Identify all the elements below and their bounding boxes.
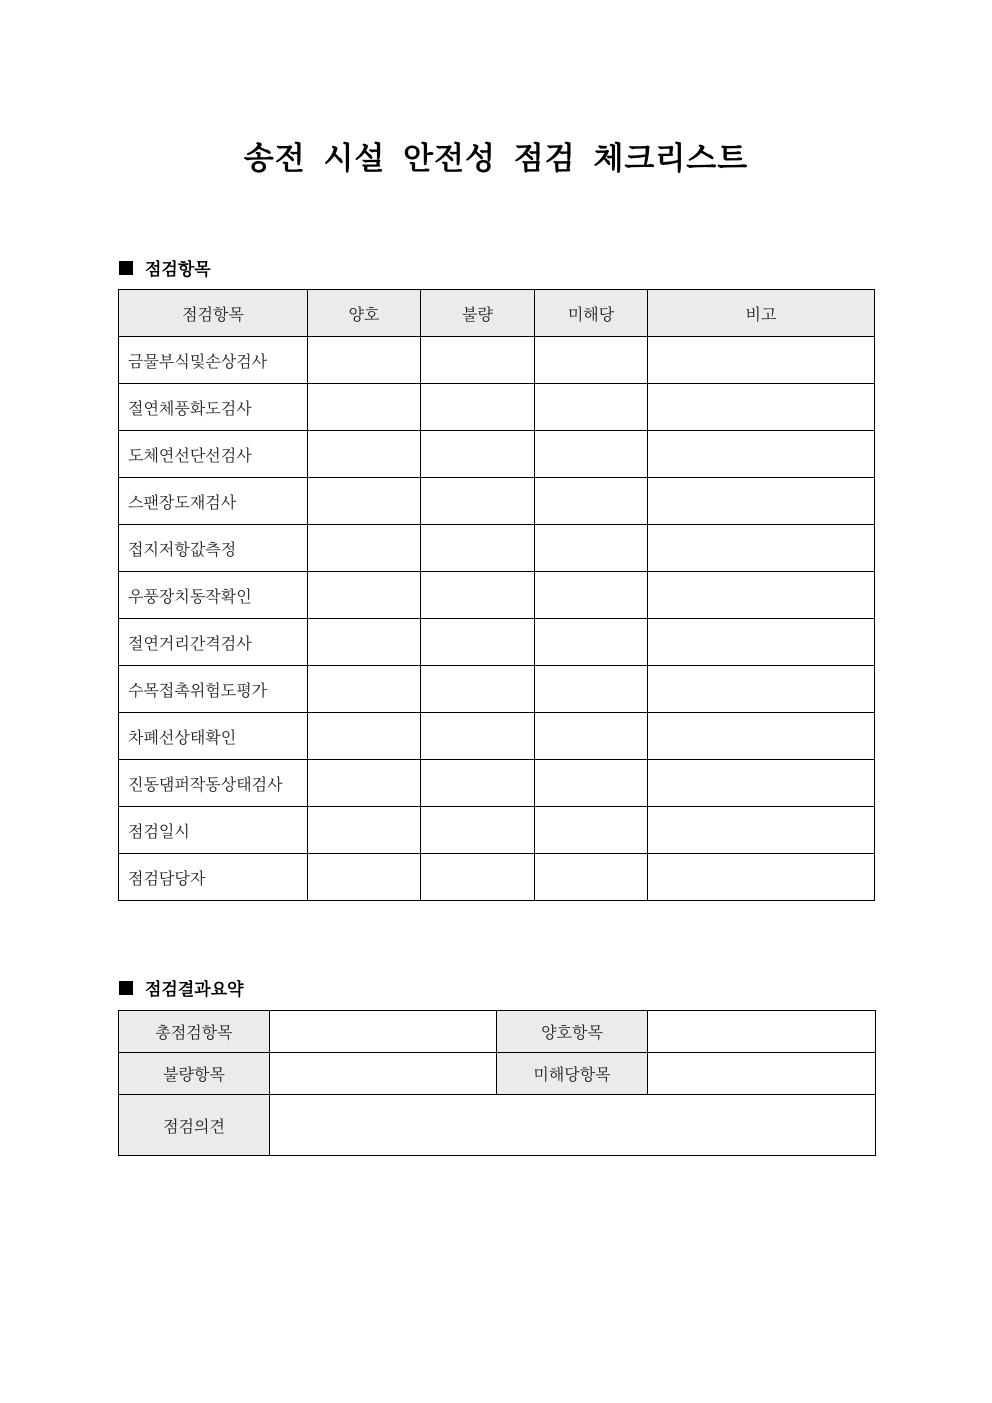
na-check-cell[interactable] <box>535 525 648 572</box>
square-bullet-icon <box>119 261 133 275</box>
na-items-label: 미해당항목 <box>497 1053 648 1095</box>
bad-check-cell[interactable] <box>421 619 535 666</box>
good-check-cell[interactable] <box>308 760 421 807</box>
na-check-cell[interactable] <box>535 666 648 713</box>
column-header-bad: 불량 <box>421 290 535 337</box>
bad-check-cell[interactable] <box>421 713 535 760</box>
good-check-cell[interactable] <box>308 666 421 713</box>
bad-check-cell[interactable] <box>421 431 535 478</box>
checklist-row <box>119 713 875 760</box>
bad-items-value-cell[interactable] <box>270 1053 497 1095</box>
note-cell[interactable] <box>648 337 875 384</box>
bad-check-cell[interactable] <box>421 760 535 807</box>
note-cell[interactable] <box>648 760 875 807</box>
na-check-cell[interactable] <box>535 337 648 384</box>
checklist-item-label: 절연거리간격검사 <box>119 619 308 666</box>
na-check-cell[interactable] <box>535 713 648 760</box>
bad-check-cell[interactable] <box>421 525 535 572</box>
note-cell[interactable] <box>648 807 875 854</box>
bad-check-cell[interactable] <box>421 666 535 713</box>
na-check-cell[interactable] <box>535 384 648 431</box>
opinion-label: 점검의견 <box>119 1095 270 1156</box>
checklist-item-label: 차폐선상태확인 <box>119 713 308 760</box>
good-check-cell[interactable] <box>308 525 421 572</box>
checklist-item-label: 절연체풍화도검사 <box>119 384 308 431</box>
na-items-value-cell[interactable] <box>648 1053 876 1095</box>
good-check-cell[interactable] <box>308 807 421 854</box>
summary-table <box>118 1010 876 1156</box>
good-check-cell[interactable] <box>308 431 421 478</box>
summary-section-heading <box>119 975 244 1000</box>
bad-check-cell[interactable] <box>421 478 535 525</box>
checklist-row <box>119 666 875 713</box>
total-items-value-cell[interactable] <box>270 1011 497 1053</box>
square-bullet-icon <box>119 981 133 995</box>
checklist-item-label: 스팬장도재검사 <box>119 478 308 525</box>
checklist-item-label: 금물부식및손상검사 <box>119 337 308 384</box>
note-cell[interactable] <box>648 572 875 619</box>
checklist-item-label: 도체연선단선검사 <box>119 431 308 478</box>
bad-check-cell[interactable] <box>421 572 535 619</box>
checklist-row <box>119 619 875 666</box>
checklist-item-label: 점검일시 <box>119 807 308 854</box>
note-cell[interactable] <box>648 431 875 478</box>
good-check-cell[interactable] <box>308 854 421 901</box>
checklist-row <box>119 854 875 901</box>
checklist-item-label: 접지저항값측정 <box>119 525 308 572</box>
checklist-item-label: 수목접촉위험도평가 <box>119 666 308 713</box>
na-check-cell[interactable] <box>535 854 648 901</box>
total-items-label: 총점검항목 <box>119 1011 270 1053</box>
note-cell[interactable] <box>648 854 875 901</box>
checklist-section-heading <box>119 255 211 280</box>
note-cell[interactable] <box>648 478 875 525</box>
good-check-cell[interactable] <box>308 337 421 384</box>
document-title: 송전 시설 안전성 점검 체크리스트 <box>243 141 749 177</box>
note-cell[interactable] <box>648 525 875 572</box>
na-check-cell[interactable] <box>535 478 648 525</box>
note-cell[interactable] <box>648 713 875 760</box>
opinion-value-cell[interactable] <box>270 1095 876 1156</box>
good-check-cell[interactable] <box>308 619 421 666</box>
bad-check-cell[interactable] <box>421 807 535 854</box>
checklist-item-label: 우풍장치동작확인 <box>119 572 308 619</box>
note-cell[interactable] <box>648 384 875 431</box>
summary-row <box>119 1011 876 1053</box>
checklist-row <box>119 478 875 525</box>
summary-row <box>119 1095 876 1156</box>
good-check-cell[interactable] <box>308 713 421 760</box>
note-cell[interactable] <box>648 619 875 666</box>
good-items-value-cell[interactable] <box>648 1011 876 1053</box>
bad-check-cell[interactable] <box>421 384 535 431</box>
checklist-row <box>119 337 875 384</box>
good-check-cell[interactable] <box>308 478 421 525</box>
na-check-cell[interactable] <box>535 760 648 807</box>
checklist-row <box>119 760 875 807</box>
checklist-row <box>119 384 875 431</box>
column-header-note: 비고 <box>648 290 875 337</box>
na-check-cell[interactable] <box>535 572 648 619</box>
na-check-cell[interactable] <box>535 431 648 478</box>
summary-section-heading-label: 점검결과요약 <box>145 980 244 1000</box>
na-check-cell[interactable] <box>535 807 648 854</box>
bad-items-label: 불량항목 <box>119 1053 270 1095</box>
good-items-label: 양호항목 <box>497 1011 648 1053</box>
checklist-item-label: 점검담당자 <box>119 854 308 901</box>
good-check-cell[interactable] <box>308 384 421 431</box>
na-check-cell[interactable] <box>535 619 648 666</box>
checklist-row <box>119 807 875 854</box>
column-header-good: 양호 <box>308 290 421 337</box>
bad-check-cell[interactable] <box>421 854 535 901</box>
checklist-header-row <box>119 290 875 337</box>
bad-check-cell[interactable] <box>421 337 535 384</box>
checklist-row <box>119 431 875 478</box>
note-cell[interactable] <box>648 666 875 713</box>
good-check-cell[interactable] <box>308 572 421 619</box>
checklist-section-heading-label: 점검항목 <box>145 260 211 280</box>
checklist-table <box>118 289 875 901</box>
checklist-item-label: 진동댐퍼작동상태검사 <box>119 760 308 807</box>
column-header-item: 점검항목 <box>119 290 308 337</box>
summary-row <box>119 1053 876 1095</box>
checklist-row <box>119 525 875 572</box>
checklist-row <box>119 572 875 619</box>
column-header-na: 미해당 <box>535 290 648 337</box>
